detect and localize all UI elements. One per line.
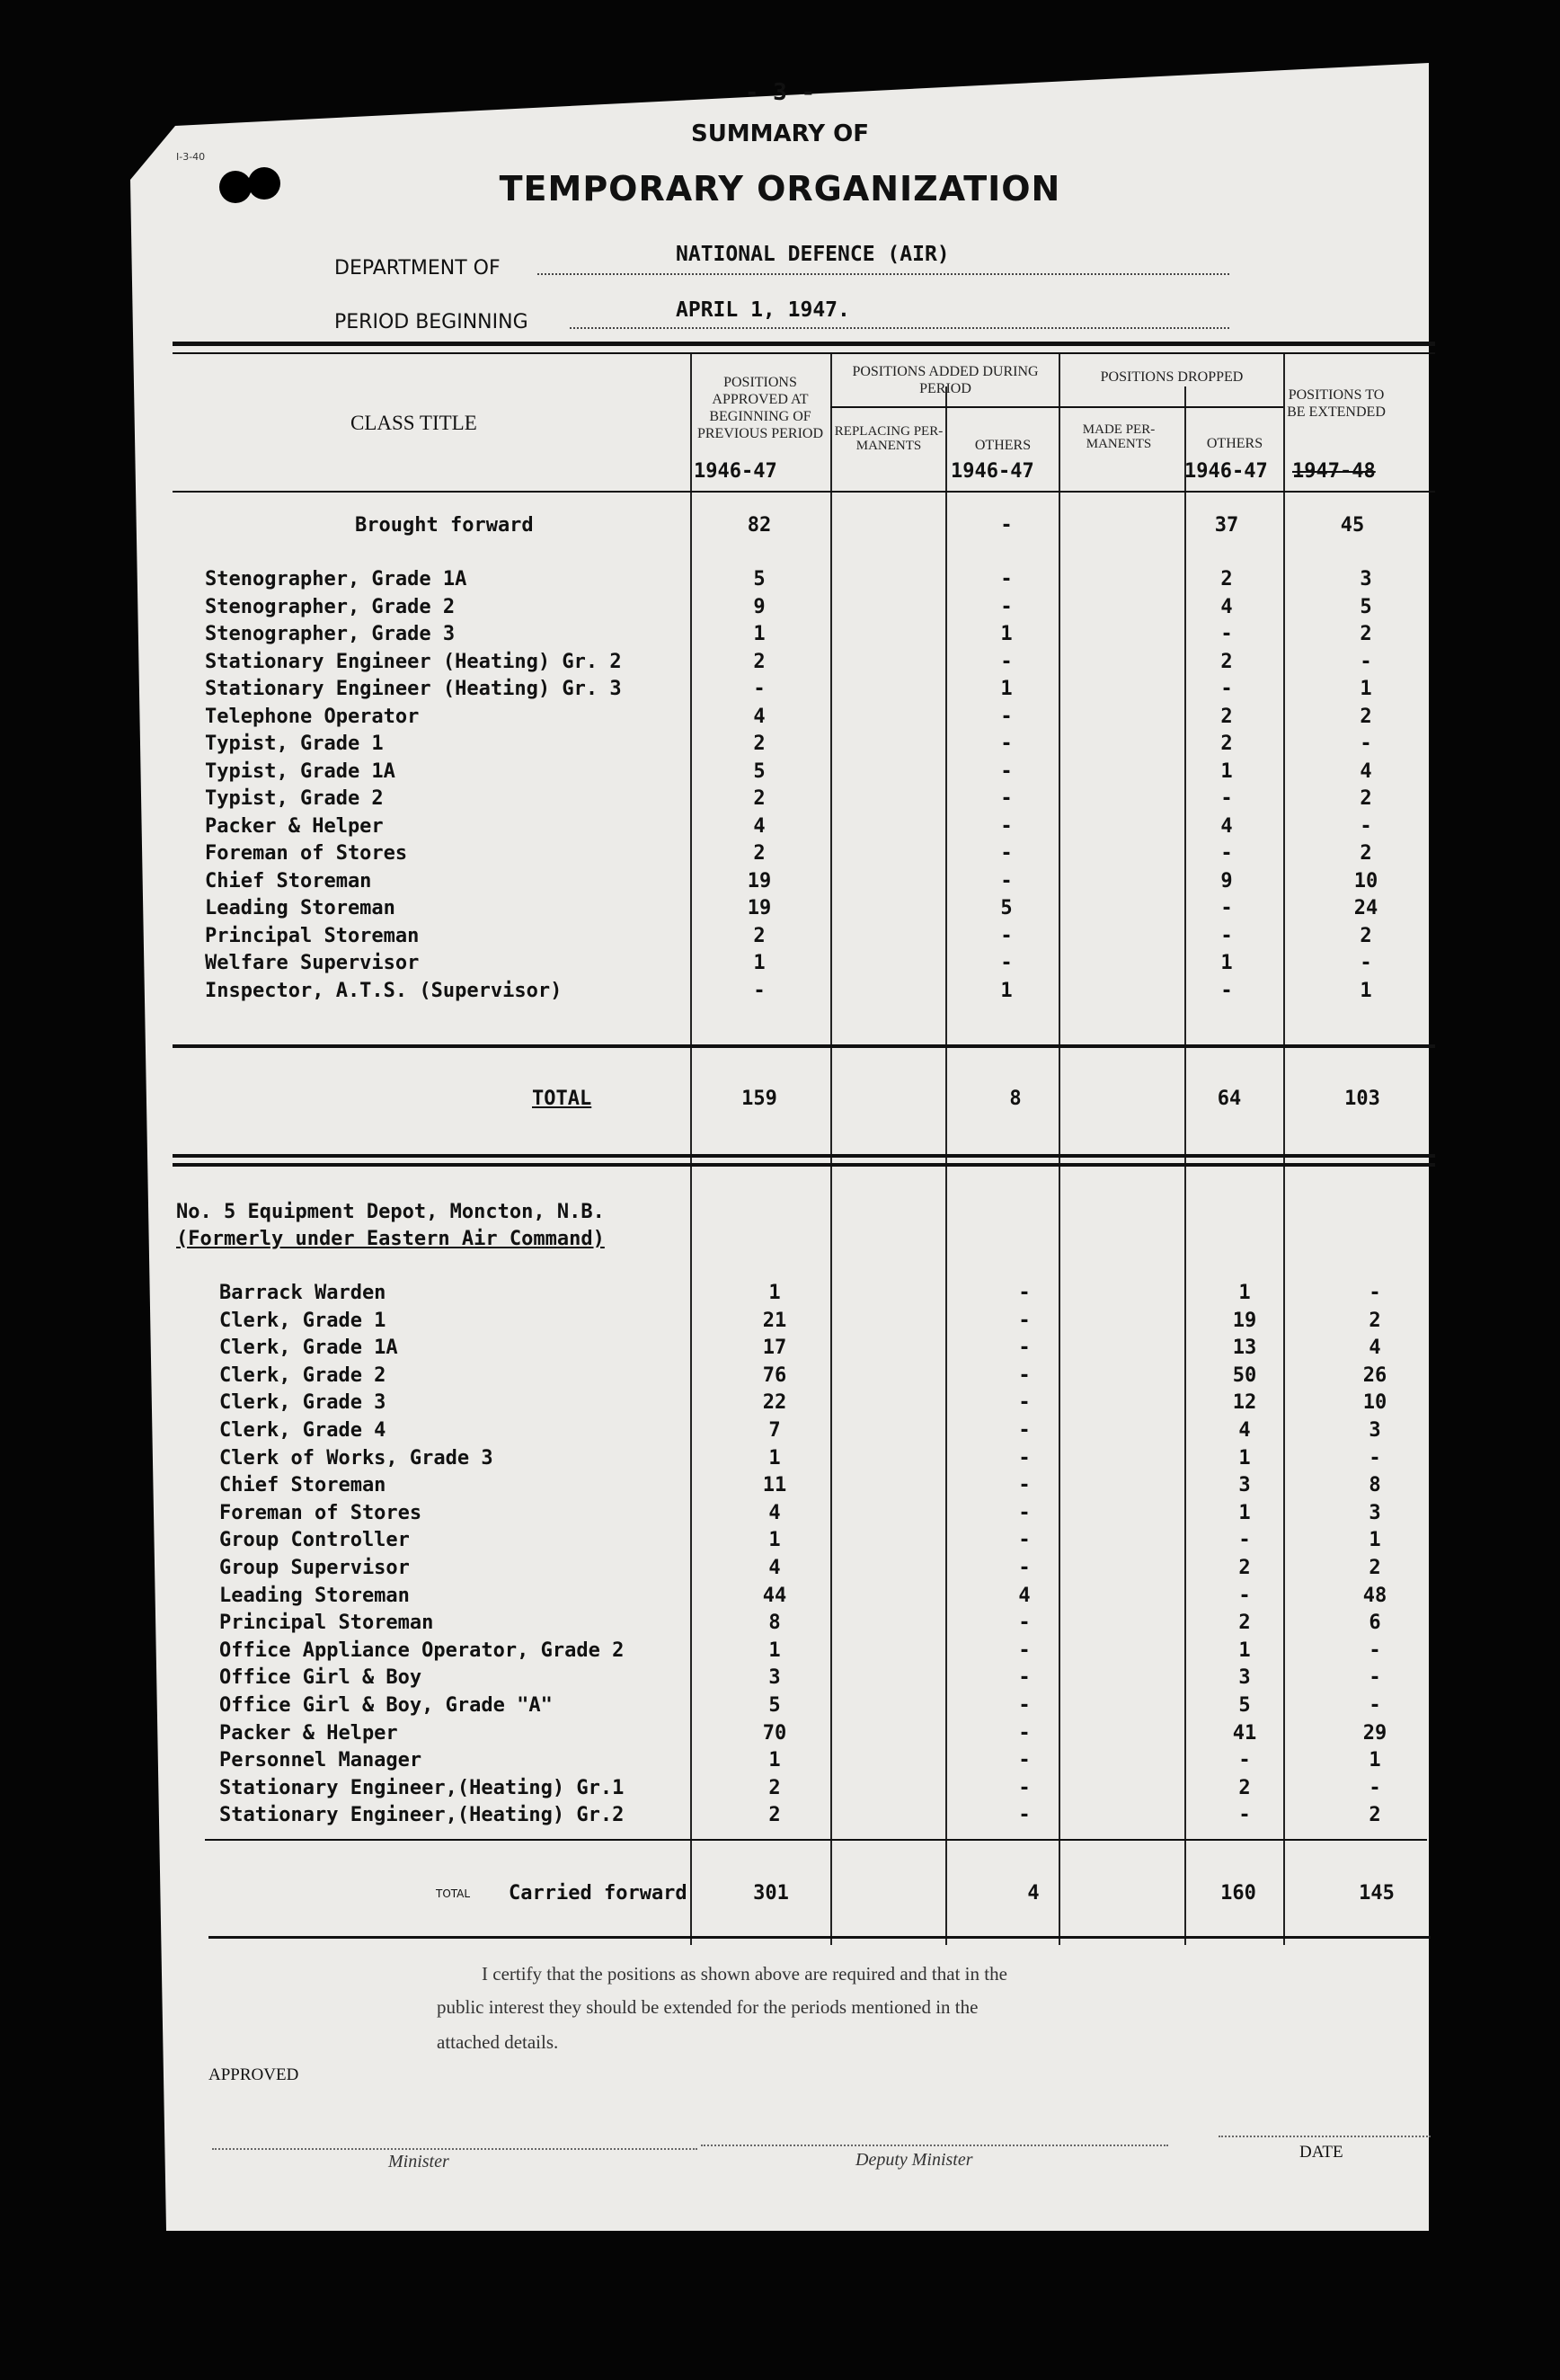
cell-extended: 2 xyxy=(1369,1309,1381,1332)
heading-line1: SUMMARY OF xyxy=(690,120,870,147)
row-title: Stenographer, Grade 1A xyxy=(205,568,467,591)
cell-approved: 1 xyxy=(753,952,766,974)
table-row xyxy=(0,786,1560,813)
cell-added-others: 1 xyxy=(1000,678,1013,700)
cell-extended: 2 xyxy=(1369,1804,1381,1827)
deputy-signature-line xyxy=(701,2145,1168,2146)
table-row xyxy=(0,1363,1560,1390)
cell-approved: 17 xyxy=(762,1337,787,1360)
row-title: Inspector, A.T.S. (Supervisor) xyxy=(205,979,563,1002)
cell-extended: - xyxy=(1369,1666,1381,1690)
cell-added-others: - xyxy=(1000,787,1013,810)
cell-added-others: - xyxy=(1000,869,1013,892)
row-title: Office Girl & Boy, Grade "A" xyxy=(219,1694,553,1717)
cell-extended: 1 xyxy=(1369,1749,1381,1772)
row-title: Typist, Grade 1A xyxy=(205,759,395,783)
header-dropped-others: OTHERS xyxy=(1206,436,1263,451)
cell-dropped-others: 1 xyxy=(1238,1501,1251,1524)
row-title: Leading Storeman xyxy=(219,1584,410,1607)
cell-dropped-others: - xyxy=(1220,678,1233,700)
row-title: Stationary Engineer,(Heating) Gr.1 xyxy=(219,1776,625,1799)
row-title: Leading Storeman xyxy=(205,897,395,919)
cell-approved: 1 xyxy=(768,1638,781,1662)
cell-extended: 5 xyxy=(1360,595,1372,618)
table-row xyxy=(0,621,1560,648)
cell-approved: 5 xyxy=(753,759,766,783)
cell-dropped-others: 5 xyxy=(1238,1694,1251,1717)
row-title: Clerk, Grade 1A xyxy=(219,1337,398,1360)
certification-line3: attached details. xyxy=(437,2031,559,2053)
row-title: Clerk of Works, Grade 3 xyxy=(219,1446,493,1470)
header-bottom-rule xyxy=(173,491,1435,493)
row-title: Packer & Helper xyxy=(219,1721,398,1745)
table-row xyxy=(0,1802,1560,1829)
table-row xyxy=(0,1665,1560,1692)
minister-label: Minister xyxy=(388,2152,449,2171)
heading-line2: TEMPORARY ORGANIZATION xyxy=(499,169,1061,209)
cell-approved: 2 xyxy=(753,787,766,810)
cell-added-others: - xyxy=(1018,1638,1031,1662)
cell-added-others: - xyxy=(1018,1363,1031,1387)
cell-dropped-others: 50 xyxy=(1232,1363,1257,1387)
table-row xyxy=(0,840,1560,867)
table-row xyxy=(0,731,1560,758)
cell-dropped-others: - xyxy=(1220,924,1233,947)
cell-added-others: - xyxy=(1018,1474,1031,1497)
department-dotted-line xyxy=(537,273,1229,275)
cell-added-others: - xyxy=(1018,1391,1031,1415)
cell-added-others: 1 xyxy=(1000,979,1013,1002)
cell-added-others: - xyxy=(1018,1446,1031,1470)
cell-added-others: - xyxy=(1000,650,1013,673)
row-title: Typist, Grade 2 xyxy=(205,787,384,810)
approved-label: APPROVED xyxy=(208,2065,299,2084)
table-row-brought-forward xyxy=(0,512,1560,539)
cell-extended: 2 xyxy=(1369,1557,1381,1579)
table-row xyxy=(0,1720,1560,1747)
row-title: Foreman of Stores xyxy=(205,842,408,865)
row-title: Stationary Engineer (Heating) Gr. 3 xyxy=(205,678,622,700)
table-row xyxy=(0,1472,1560,1499)
header-dropped-group: POSITIONS DROPPED xyxy=(1100,369,1244,385)
table-top-rule-2 xyxy=(173,352,1435,354)
section2-heading-line2: (Formerly under Eastern Air Command) xyxy=(176,1228,605,1250)
cell-extended: - xyxy=(1369,1446,1381,1470)
cell-extended: - xyxy=(1369,1776,1381,1799)
cell-extended: - xyxy=(1360,733,1372,755)
total1-row xyxy=(0,1086,1560,1113)
table-row xyxy=(0,676,1560,703)
cell-dropped-others: - xyxy=(1238,1749,1251,1772)
cell-added-others: - xyxy=(1018,1419,1031,1442)
cell-approved: 82 xyxy=(747,514,772,537)
table-row xyxy=(0,1445,1560,1472)
cell-approved: 22 xyxy=(762,1391,787,1415)
cell-dropped-others: 4 xyxy=(1220,814,1233,838)
cell-dropped-others: 9 xyxy=(1220,869,1233,892)
cell-approved: 19 xyxy=(747,869,772,892)
header-approved-year: 1946-47 xyxy=(694,460,777,483)
cell-added-others: - xyxy=(1018,1749,1031,1772)
cell-extended: 10 xyxy=(1353,869,1378,892)
cell-approved: 21 xyxy=(762,1309,787,1332)
cell-extended: - xyxy=(1360,814,1372,838)
cell-approved: 4 xyxy=(768,1501,781,1524)
cell-added-others: - xyxy=(1018,1309,1031,1332)
row-title: Principal Storeman xyxy=(219,1612,434,1635)
page-number: - 3 - xyxy=(744,79,816,106)
total2-row xyxy=(0,1880,1560,1907)
table-top-rule xyxy=(173,342,1435,346)
cell-added-others: - xyxy=(1000,842,1013,865)
cell-extended: 1 xyxy=(1360,678,1372,700)
date-line xyxy=(1219,2136,1431,2137)
cell-extended: - xyxy=(1369,1282,1381,1304)
cell-approved: 1 xyxy=(768,1446,781,1470)
cell-dropped-others: 4 xyxy=(1238,1419,1251,1442)
cell-dropped-others: 1 xyxy=(1238,1282,1251,1304)
cell-added-others: - xyxy=(1000,568,1013,591)
cell-extended: 2 xyxy=(1360,924,1372,947)
table-row xyxy=(0,895,1560,922)
table-row xyxy=(0,566,1560,593)
cell-added-others: - xyxy=(1000,952,1013,974)
table-row xyxy=(0,1390,1560,1416)
cell-dropped-others: 41 xyxy=(1232,1721,1257,1745)
table-row xyxy=(0,649,1560,676)
table-row xyxy=(0,1417,1560,1444)
row-title: Stenographer, Grade 3 xyxy=(205,623,456,645)
total2-extended: 145 xyxy=(1359,1882,1395,1905)
table-row xyxy=(0,759,1560,786)
cell-approved: 1 xyxy=(768,1529,781,1552)
table-row xyxy=(0,1747,1560,1774)
cell-approved: 5 xyxy=(768,1694,781,1717)
table-row xyxy=(0,978,1560,1005)
cell-dropped-others: - xyxy=(1220,842,1233,865)
table-row xyxy=(0,1280,1560,1307)
table-row xyxy=(0,1308,1560,1335)
cell-dropped-others: 3 xyxy=(1238,1666,1251,1690)
row-title: Barrack Warden xyxy=(219,1282,386,1304)
cell-extended: 10 xyxy=(1362,1391,1387,1415)
group-header-rule-added xyxy=(830,406,1059,408)
cell-approved: 8 xyxy=(768,1612,781,1635)
cell-added-others: - xyxy=(1018,1666,1031,1690)
total1-added-others: 8 xyxy=(1009,1088,1022,1110)
cell-added-others: - xyxy=(1018,1612,1031,1635)
row-title: Stationary Engineer (Heating) Gr. 2 xyxy=(205,650,622,673)
header-class-title: CLASS TITLE xyxy=(350,412,477,434)
cell-dropped-others: 12 xyxy=(1232,1391,1257,1415)
table-row xyxy=(0,813,1560,840)
cell-dropped-others: 1 xyxy=(1220,952,1233,974)
cell-dropped-others: - xyxy=(1238,1804,1251,1827)
cell-extended: 29 xyxy=(1362,1721,1387,1745)
table-row xyxy=(0,868,1560,895)
row-title: Brought forward xyxy=(355,514,534,537)
period-value: APRIL 1, 1947. xyxy=(676,298,850,322)
cell-dropped-others: - xyxy=(1220,897,1233,919)
cell-extended: 3 xyxy=(1369,1419,1381,1442)
row-title: Group Controller xyxy=(219,1529,410,1552)
cell-added-others: - xyxy=(1000,924,1013,947)
header-dropped-made: MADE PER-MANENTS xyxy=(1082,422,1156,451)
cell-extended: - xyxy=(1369,1638,1381,1662)
total1-bottom-rule-2 xyxy=(173,1163,1435,1167)
cell-dropped-others: 2 xyxy=(1220,568,1233,591)
cell-extended: 3 xyxy=(1360,568,1372,591)
cell-added-others: - xyxy=(1000,514,1013,537)
cell-added-others: 1 xyxy=(1000,623,1013,645)
header-added-others: OTHERS xyxy=(974,438,1032,453)
header-added-group: POSITIONS ADDED DURING PERIOD xyxy=(852,364,1039,396)
total2-dropped-others: 160 xyxy=(1220,1882,1256,1905)
cell-approved: 4 xyxy=(753,814,766,838)
cell-extended: 24 xyxy=(1353,897,1378,919)
header-dropped-year: 1946-47 xyxy=(1184,460,1268,483)
cell-dropped-others: 2 xyxy=(1238,1776,1251,1799)
total2-added-others: 4 xyxy=(1027,1882,1040,1905)
row-title: Group Supervisor xyxy=(219,1557,410,1579)
header-extended-year: 1947-48 xyxy=(1292,460,1376,483)
cell-added-others: - xyxy=(1018,1282,1031,1304)
cell-added-others: - xyxy=(1018,1337,1031,1360)
cell-extended: 45 xyxy=(1340,514,1365,537)
header-extended: POSITIONS TO BE EXTENDED xyxy=(1287,387,1386,420)
cell-dropped-others: - xyxy=(1220,623,1233,645)
row-title: Clerk, Grade 3 xyxy=(219,1391,386,1415)
cell-approved: 2 xyxy=(753,650,766,673)
cell-dropped-others: - xyxy=(1220,787,1233,810)
header-added-replacing: REPLACING PER-MANENTS xyxy=(834,424,944,453)
deputy-label: Deputy Minister xyxy=(855,2150,973,2170)
department-label: DEPARTMENT OF xyxy=(334,257,501,280)
table-row xyxy=(0,1527,1560,1554)
cell-dropped-others: - xyxy=(1238,1529,1251,1552)
cell-dropped-others: 13 xyxy=(1232,1337,1257,1360)
cell-approved: 1 xyxy=(768,1282,781,1304)
row-title: Telephone Operator xyxy=(205,705,420,728)
cell-approved: 2 xyxy=(753,733,766,755)
cell-dropped-others: 19 xyxy=(1232,1309,1257,1332)
header-approved: POSITIONS APPROVED AT BEGINNING OF PREVIOUS PERIOD xyxy=(696,375,823,441)
header-added-year: 1946-47 xyxy=(951,460,1034,483)
cell-dropped-others: 2 xyxy=(1238,1557,1251,1579)
cell-added-others: - xyxy=(1018,1557,1031,1579)
certification-line1: I certify that the positions as shown above are required and that in the xyxy=(482,1963,1007,1985)
table-row xyxy=(0,950,1560,977)
row-title: Clerk, Grade 4 xyxy=(219,1419,386,1442)
cell-approved: 1 xyxy=(753,623,766,645)
row-title: Welfare Supervisor xyxy=(205,952,420,974)
department-value: NATIONAL DEFENCE (AIR) xyxy=(676,243,950,266)
row-title: Typist, Grade 1 xyxy=(205,733,384,755)
total2-title: Carried forward xyxy=(509,1882,687,1905)
cell-added-others: - xyxy=(1000,595,1013,618)
cell-extended: 2 xyxy=(1360,705,1372,728)
cell-approved: 7 xyxy=(768,1419,781,1442)
cell-extended: 1 xyxy=(1369,1529,1381,1552)
cell-approved: 2 xyxy=(768,1804,781,1827)
cell-dropped-others: 1 xyxy=(1238,1446,1251,1470)
table-row xyxy=(0,1692,1560,1719)
cell-approved: 11 xyxy=(762,1474,787,1497)
cell-added-others: - xyxy=(1000,759,1013,783)
cell-approved: 2 xyxy=(753,842,766,865)
cell-approved: 2 xyxy=(768,1776,781,1799)
table-row xyxy=(0,1775,1560,1802)
row-title: Chief Storeman xyxy=(205,869,372,892)
row-title: Office Appliance Operator, Grade 2 xyxy=(219,1638,625,1662)
cell-dropped-others: 2 xyxy=(1220,705,1233,728)
total1-bottom-rule xyxy=(173,1154,1435,1158)
cell-approved: 5 xyxy=(753,568,766,591)
cell-extended: 1 xyxy=(1360,979,1372,1002)
table-row xyxy=(0,1555,1560,1582)
cell-extended: - xyxy=(1360,952,1372,974)
cell-extended: 4 xyxy=(1369,1337,1381,1360)
cell-dropped-others: 4 xyxy=(1220,595,1233,618)
cell-added-others: - xyxy=(1018,1721,1031,1745)
cell-dropped-others: 2 xyxy=(1220,650,1233,673)
cell-added-others: - xyxy=(1018,1501,1031,1524)
table-bottom-rule xyxy=(208,1936,1431,1939)
cell-added-others: 4 xyxy=(1018,1584,1031,1607)
cell-approved: 4 xyxy=(768,1557,781,1579)
cell-added-others: - xyxy=(1018,1804,1031,1827)
row-title: Clerk, Grade 2 xyxy=(219,1363,386,1387)
cell-approved: 1 xyxy=(768,1749,781,1772)
cell-extended: 26 xyxy=(1362,1363,1387,1387)
row-title: Clerk, Grade 1 xyxy=(219,1309,386,1332)
table-row xyxy=(0,1610,1560,1637)
section2-heading-line1: No. 5 Equipment Depot, Moncton, N.B. xyxy=(176,1201,605,1223)
total2-top-rule xyxy=(205,1839,1427,1841)
cell-approved: 3 xyxy=(768,1666,781,1690)
cell-dropped-others: 3 xyxy=(1238,1474,1251,1497)
table-row xyxy=(0,594,1560,621)
cell-dropped-others: 1 xyxy=(1238,1638,1251,1662)
cell-extended: 2 xyxy=(1360,842,1372,865)
cell-dropped-others: 1 xyxy=(1220,759,1233,783)
row-title: Packer & Helper xyxy=(205,814,384,838)
cell-dropped-others: 2 xyxy=(1238,1612,1251,1635)
period-dotted-line xyxy=(570,327,1229,329)
row-title: Principal Storeman xyxy=(205,924,420,947)
cell-added-others: - xyxy=(1000,705,1013,728)
table-row xyxy=(0,1335,1560,1362)
form-code: I-3-40 xyxy=(176,151,206,163)
cell-approved: - xyxy=(753,678,766,700)
cell-added-others: 5 xyxy=(1000,897,1013,919)
table-row xyxy=(0,923,1560,950)
row-title: Chief Storeman xyxy=(219,1474,386,1497)
total1-top-rule xyxy=(173,1044,1435,1048)
cell-approved: 19 xyxy=(747,897,772,919)
cell-added-others: - xyxy=(1018,1529,1031,1552)
total2-approved: 301 xyxy=(753,1882,789,1905)
cell-added-others: - xyxy=(1018,1694,1031,1717)
cell-extended: 4 xyxy=(1360,759,1372,783)
cell-extended: 48 xyxy=(1362,1584,1387,1607)
total1-extended: 103 xyxy=(1344,1088,1380,1110)
cell-extended: 6 xyxy=(1369,1612,1381,1635)
total2-small-label: TOTAL xyxy=(436,1887,471,1900)
date-label: DATE xyxy=(1299,2143,1343,2162)
cell-approved: 70 xyxy=(762,1721,787,1745)
row-title: Stationary Engineer,(Heating) Gr.2 xyxy=(219,1804,625,1827)
cell-dropped-others: 37 xyxy=(1214,514,1239,537)
cell-dropped-others: - xyxy=(1238,1584,1251,1607)
table-row xyxy=(0,704,1560,731)
cell-dropped-others: 2 xyxy=(1220,733,1233,755)
certification-line2: public interest they should be extended for the periods mentioned in the xyxy=(437,1996,979,2018)
row-title: Personnel Manager xyxy=(219,1749,422,1772)
cell-extended: 8 xyxy=(1369,1474,1381,1497)
cell-extended: 2 xyxy=(1360,787,1372,810)
cell-approved: 76 xyxy=(762,1363,787,1387)
table-row xyxy=(0,1583,1560,1610)
total1-label: TOTAL xyxy=(532,1088,592,1110)
row-title: Stenographer, Grade 2 xyxy=(205,595,456,618)
total1-dropped-others: 64 xyxy=(1217,1088,1242,1110)
cell-added-others: - xyxy=(1018,1776,1031,1799)
cell-extended: - xyxy=(1360,650,1372,673)
cell-extended: - xyxy=(1369,1694,1381,1717)
cell-extended: 3 xyxy=(1369,1501,1381,1524)
group-header-rule-dropped xyxy=(1059,406,1283,408)
cell-extended: 2 xyxy=(1360,623,1372,645)
cell-approved: 9 xyxy=(753,595,766,618)
cell-added-others: - xyxy=(1000,733,1013,755)
cell-approved: - xyxy=(753,979,766,1002)
table-row xyxy=(0,1638,1560,1665)
row-title: Foreman of Stores xyxy=(219,1501,422,1524)
total1-approved: 159 xyxy=(741,1088,777,1110)
minister-signature-line xyxy=(212,2148,697,2150)
table-row xyxy=(0,1500,1560,1527)
cell-dropped-others: - xyxy=(1220,979,1233,1002)
period-label: PERIOD BEGINNING xyxy=(334,311,528,333)
cell-approved: 2 xyxy=(753,924,766,947)
cell-approved: 44 xyxy=(762,1584,787,1607)
cell-approved: 4 xyxy=(753,705,766,728)
cell-added-others: - xyxy=(1000,814,1013,838)
row-title: Office Girl & Boy xyxy=(219,1666,422,1690)
